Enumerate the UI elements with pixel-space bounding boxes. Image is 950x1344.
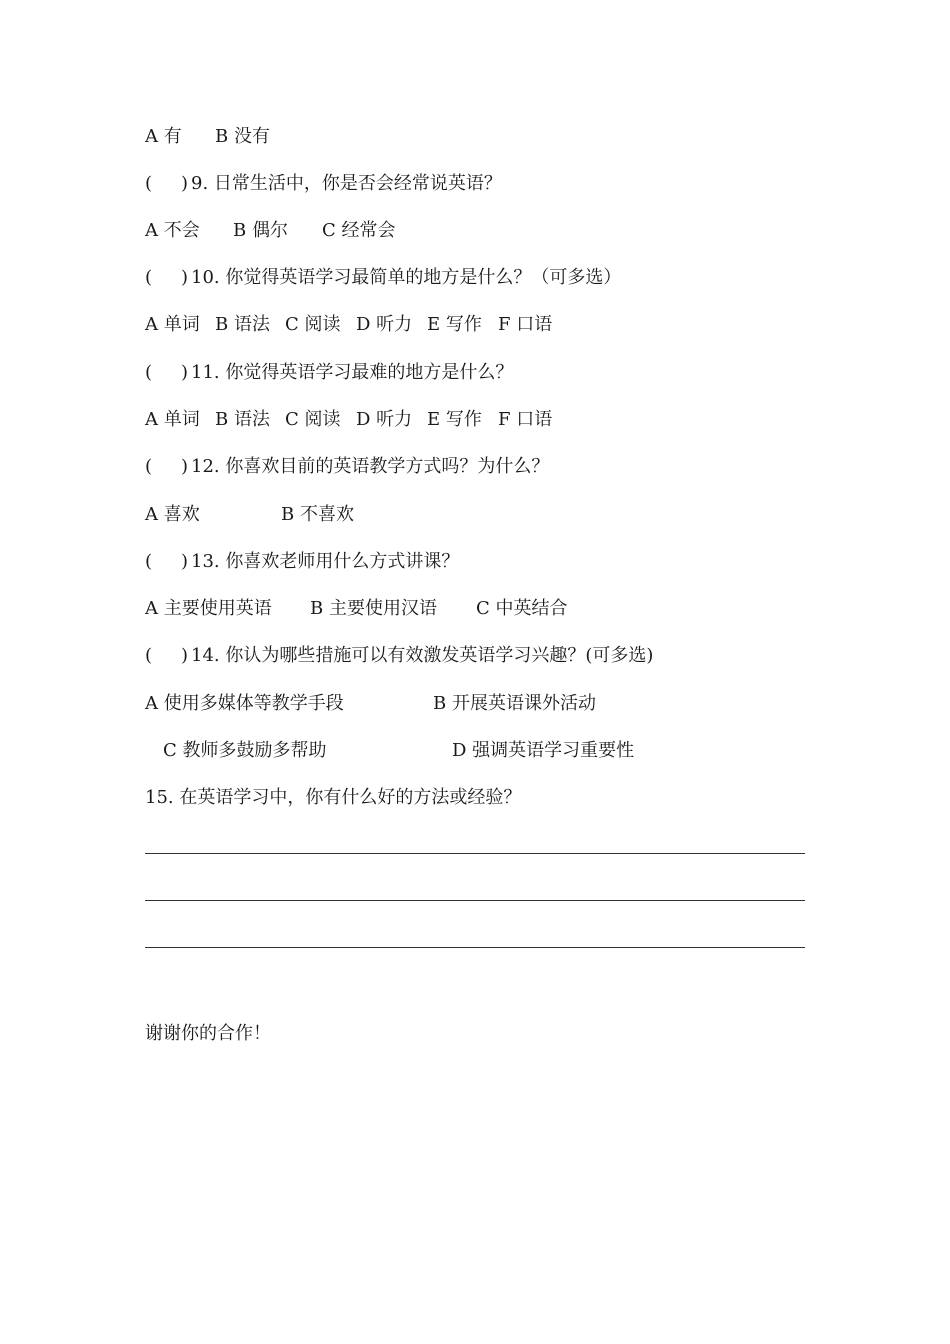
q12-option-a[interactable]: A 喜欢 [145, 504, 200, 525]
answer-paren-right: ) [181, 551, 189, 572]
q13-option-a[interactable]: A 主要使用英语 [145, 598, 272, 619]
answer-paren-right: ) [181, 173, 189, 194]
answer-paren-left: ( [145, 173, 153, 194]
question-10-text: 10. 你觉得英语学习最简单的地方是什么？（可多选） [191, 267, 622, 288]
question-13-text: 13. 你喜欢老师用什么方式讲课？ [191, 551, 460, 572]
q10-option-c[interactable]: C 阅读 [285, 314, 341, 335]
answer-paren-right: ) [181, 267, 189, 288]
q14-option-a[interactable]: A 使用多媒体等教学手段 [145, 693, 344, 714]
answer-paren-left: ( [145, 362, 153, 383]
answer-paren-left: ( [145, 645, 153, 666]
q10-option-b[interactable]: B 语法 [215, 314, 270, 335]
q12-option-b[interactable]: B 不喜欢 [281, 504, 354, 525]
q10-option-d[interactable]: D 听力 [356, 314, 413, 335]
q9-option-c[interactable]: C 经常会 [322, 220, 396, 241]
q10-option-a[interactable]: A 单词 [145, 314, 200, 335]
answer-paren-right: ) [181, 362, 189, 383]
q11-option-a[interactable]: A 单词 [145, 409, 200, 430]
q14-option-c[interactable]: C 教师多鼓励多帮助 [163, 740, 327, 761]
question-15-text: 15. 在英语学习中，你有什么好的方法或经验？ [145, 787, 522, 808]
q10-option-e[interactable]: E 写作 [427, 314, 482, 335]
answer-paren-left: ( [145, 456, 153, 477]
question-12-text: 12. 你喜欢目前的英语教学方式吗？为什么？ [191, 456, 550, 477]
q9-option-b[interactable]: B 偶尔 [233, 220, 288, 241]
q14-option-b[interactable]: B 开展英语课外活动 [433, 693, 596, 714]
answer-line-2[interactable] [145, 900, 805, 901]
answer-paren-right: ) [181, 456, 189, 477]
q10-option-f[interactable]: F 口语 [498, 314, 553, 335]
q11-option-e[interactable]: E 写作 [427, 409, 482, 430]
q8-option-b[interactable]: B 没有 [215, 126, 270, 147]
answer-paren-left: ( [145, 551, 153, 572]
q11-option-f[interactable]: F 口语 [498, 409, 553, 430]
answer-line-1[interactable] [145, 853, 805, 854]
answer-paren-left: ( [145, 267, 153, 288]
question-14-text: 14. 你认为哪些措施可以有效激发英语学习兴趣？(可多选) [191, 645, 654, 666]
q8-option-a[interactable]: A 有 [145, 126, 182, 147]
answer-line-3[interactable] [145, 947, 805, 948]
q11-option-d[interactable]: D 听力 [356, 409, 413, 430]
q13-option-b[interactable]: B 主要使用汉语 [310, 598, 437, 619]
q11-option-c[interactable]: C 阅读 [285, 409, 341, 430]
q14-option-d[interactable]: D 强调英语学习重要性 [452, 740, 635, 761]
q11-option-b[interactable]: B 语法 [215, 409, 270, 430]
answer-paren-right: ) [181, 645, 189, 666]
q13-option-c[interactable]: C 中英结合 [476, 598, 568, 619]
q9-option-a[interactable]: A 不会 [145, 220, 200, 241]
question-11-text: 11. 你觉得英语学习最难的地方是什么？ [191, 362, 514, 383]
question-9-text: 9. 日常生活中，你是否会经常说英语？ [191, 173, 502, 194]
thanks-text: 谢谢你的合作！ [145, 1023, 271, 1044]
